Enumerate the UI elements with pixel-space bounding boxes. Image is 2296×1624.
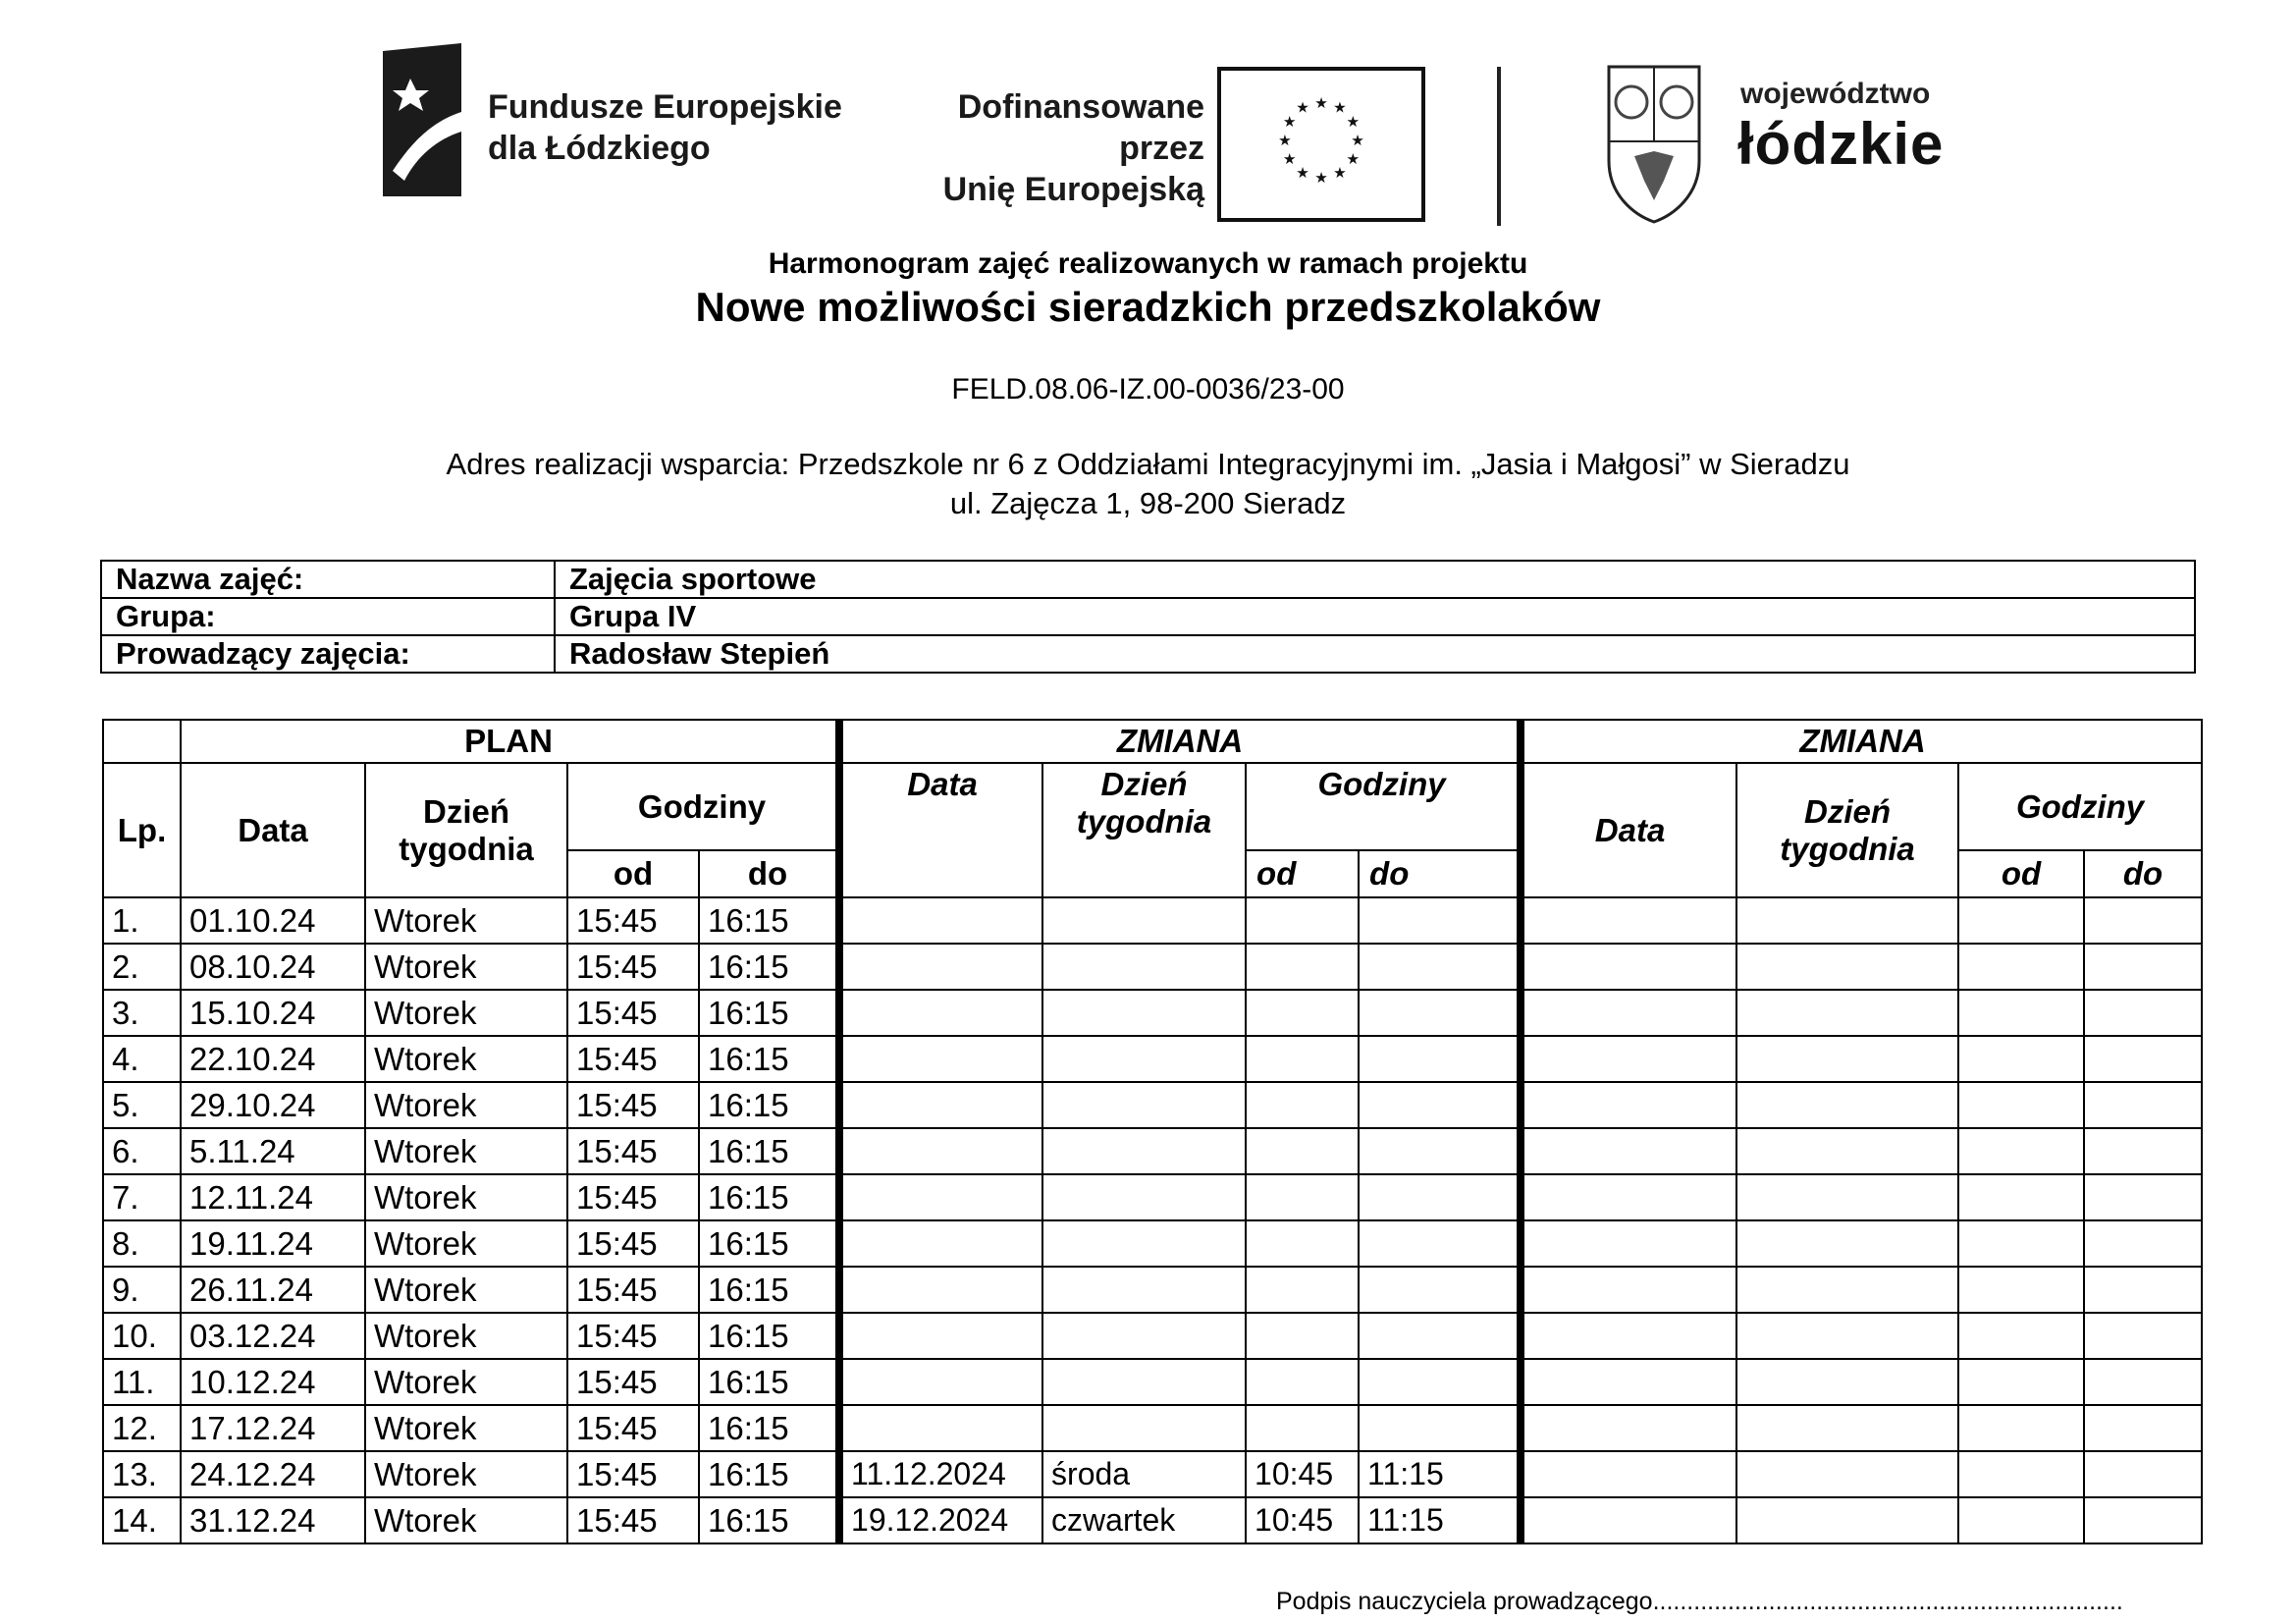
table-row	[103, 1313, 2202, 1359]
svg-text:★: ★	[1346, 112, 1361, 131]
table-row	[103, 1082, 2202, 1128]
info-row	[101, 635, 2195, 673]
row-zm2-day	[1736, 1128, 1958, 1174]
row-od: 15:45	[567, 944, 699, 990]
row-zm1-date	[839, 1267, 1042, 1313]
svg-text:★: ★	[1314, 93, 1328, 112]
row-zm2-od	[1958, 1497, 2084, 1543]
info-value: Zajęcia sportowe	[555, 561, 2195, 598]
table-row	[103, 1174, 2202, 1220]
header-zm2-data: Data	[1521, 763, 1736, 897]
row-zm2-day	[1736, 1267, 1958, 1313]
row-date: 19.11.24	[181, 1220, 365, 1267]
logo-bar	[383, 43, 1945, 208]
row-day: Wtorek	[365, 1174, 567, 1220]
row-do: 16:15	[699, 1128, 839, 1174]
row-zm1-day: środa	[1042, 1451, 1246, 1497]
row-zm1-od	[1246, 1174, 1359, 1220]
row-zm2-day	[1736, 1405, 1958, 1451]
ue-line1: Dofinansowane przez	[957, 88, 1204, 167]
row-zm1-do	[1359, 1220, 1521, 1267]
coat-of-arms-icon	[1605, 63, 1703, 224]
row-lp: 12.	[103, 1405, 181, 1451]
row-date: 01.10.24	[181, 897, 365, 944]
row-zm1-date	[839, 1128, 1042, 1174]
row-zm2-do	[2084, 1082, 2202, 1128]
project-code: FELD.08.06-IZ.00-0036/23-00	[951, 373, 1345, 406]
row-date: 10.12.24	[181, 1359, 365, 1405]
header-godziny: Godziny	[567, 763, 839, 850]
row-zm2-day	[1736, 1174, 1958, 1220]
row-zm2-do	[2084, 944, 2202, 990]
row-do: 16:15	[699, 1497, 839, 1543]
svg-text:★: ★	[1278, 131, 1292, 149]
svg-text:★: ★	[1346, 149, 1361, 168]
row-zm1-day	[1042, 1359, 1246, 1405]
row-od: 15:45	[567, 990, 699, 1036]
header-lp: Lp.	[103, 763, 181, 897]
row-zm1-od	[1246, 1082, 1359, 1128]
row-date: 03.12.24	[181, 1313, 365, 1359]
header-corner	[103, 720, 181, 763]
header-zm2-dzien: Dzień tygodnia	[1736, 763, 1958, 897]
row-zm1-day	[1042, 1174, 1246, 1220]
row-zm1-od	[1246, 1313, 1359, 1359]
row-day: Wtorek	[365, 990, 567, 1036]
schedule-body	[103, 897, 2202, 1543]
row-zm2-date	[1521, 1267, 1736, 1313]
info-value: Radosław Stepień	[555, 635, 2195, 673]
table-row	[103, 897, 2202, 944]
row-zm2-date	[1521, 1313, 1736, 1359]
svg-text:★: ★	[1282, 112, 1297, 131]
row-zm2-do	[2084, 1359, 2202, 1405]
row-zm2-od	[1958, 1405, 2084, 1451]
info-value: Grupa IV	[555, 598, 2195, 635]
table-row	[103, 1220, 2202, 1267]
row-lp: 5.	[103, 1082, 181, 1128]
header-zm1-godziny: Godziny	[1246, 763, 1521, 850]
row-zm1-od	[1246, 1220, 1359, 1267]
row-zm2-do	[2084, 1405, 2202, 1451]
svg-text:★: ★	[1314, 168, 1328, 187]
row-zm2-date	[1521, 1128, 1736, 1174]
svg-text:★: ★	[1296, 164, 1309, 183]
table-row	[103, 1267, 2202, 1313]
row-zm1-od: 10:45	[1246, 1497, 1359, 1543]
row-zm1-do	[1359, 1128, 1521, 1174]
svg-text:★: ★	[1296, 98, 1309, 117]
row-day: Wtorek	[365, 1313, 567, 1359]
row-zm1-od: 10:45	[1246, 1451, 1359, 1497]
row-day: Wtorek	[365, 1451, 567, 1497]
fe-line1: Fundusze Europejskie	[488, 88, 842, 126]
row-zm2-do	[2084, 1036, 2202, 1082]
row-od: 15:45	[567, 1174, 699, 1220]
row-zm2-date	[1521, 1174, 1736, 1220]
table-row	[103, 1497, 2202, 1543]
row-zm2-day	[1736, 990, 1958, 1036]
row-zm2-date	[1521, 897, 1736, 944]
info-table	[100, 560, 2196, 674]
row-zm1-do: 11:15	[1359, 1451, 1521, 1497]
table-row	[103, 944, 2202, 990]
row-zm2-do	[2084, 1174, 2202, 1220]
row-zm1-do	[1359, 944, 1521, 990]
row-zm1-od	[1246, 1267, 1359, 1313]
row-lp: 2.	[103, 944, 181, 990]
document-subtitle: Harmonogram zajęć realizowanych w ramach projektu	[768, 247, 1528, 280]
row-date: 12.11.24	[181, 1174, 365, 1220]
header-zm1-do: do	[1359, 850, 1521, 897]
row-day: Wtorek	[365, 897, 567, 944]
row-zm1-day	[1042, 897, 1246, 944]
row-zm1-date	[839, 1174, 1042, 1220]
row-od: 15:45	[567, 1220, 699, 1267]
row-zm2-date	[1521, 1220, 1736, 1267]
signature-line: Podpis nauczyciela prowadzącego.....................................................................	[1276, 1588, 2123, 1615]
row-zm1-day	[1042, 1128, 1246, 1174]
row-zm2-do	[2084, 1313, 2202, 1359]
row-zm2-day	[1736, 1451, 1958, 1497]
row-do: 16:15	[699, 1267, 839, 1313]
row-zm2-do	[2084, 1497, 2202, 1543]
header-zm1-dzien: Dzień tygodnia	[1042, 763, 1246, 897]
row-zm2-od	[1958, 1128, 2084, 1174]
ue-line2: Unię Europejską	[942, 171, 1204, 208]
row-do: 16:15	[699, 1220, 839, 1267]
row-zm2-od	[1958, 1174, 2084, 1220]
row-zm1-day	[1042, 990, 1246, 1036]
row-zm1-date	[839, 944, 1042, 990]
table-row	[103, 1036, 2202, 1082]
header-zmiana-2: ZMIANA	[1521, 720, 2202, 763]
row-do: 16:15	[699, 897, 839, 944]
row-lp: 1.	[103, 897, 181, 944]
row-zm2-date	[1521, 1359, 1736, 1405]
row-zm1-day	[1042, 1082, 1246, 1128]
row-zm1-do	[1359, 1405, 1521, 1451]
row-od: 15:45	[567, 897, 699, 944]
row-zm2-od	[1958, 1082, 2084, 1128]
logo-separator	[1497, 67, 1501, 226]
address-line1: Adres realizacji wsparcia: Przedszkole nr 6 z Oddziałami Integracyjnymi im. „Jasia i Małgosi” w Sieradzu	[446, 447, 1850, 481]
row-zm2-date	[1521, 990, 1736, 1036]
table-row	[103, 990, 2202, 1036]
row-zm1-day: czwartek	[1042, 1497, 1246, 1543]
row-zm2-day	[1736, 1036, 1958, 1082]
row-zm1-od	[1246, 1128, 1359, 1174]
row-day: Wtorek	[365, 1405, 567, 1451]
row-day: Wtorek	[365, 944, 567, 990]
row-date: 5.11.24	[181, 1128, 365, 1174]
header-plan: PLAN	[181, 720, 839, 763]
row-day: Wtorek	[365, 1359, 567, 1405]
table-row	[103, 1128, 2202, 1174]
row-od: 15:45	[567, 1267, 699, 1313]
row-zm2-do	[2084, 897, 2202, 944]
row-lp: 6.	[103, 1128, 181, 1174]
row-zm1-od	[1246, 1405, 1359, 1451]
row-zm2-day	[1736, 897, 1958, 944]
row-od: 15:45	[567, 1405, 699, 1451]
row-lp: 13.	[103, 1451, 181, 1497]
header-zm2-godziny: Godziny	[1958, 763, 2202, 850]
row-lp: 11.	[103, 1359, 181, 1405]
woj-label-small: województwo	[1740, 78, 1931, 110]
row-zm1-day	[1042, 944, 1246, 990]
table-row	[103, 1405, 2202, 1451]
row-zm2-day	[1736, 1359, 1958, 1405]
header-dzien: Dzień tygodnia	[365, 763, 567, 897]
row-lp: 14.	[103, 1497, 181, 1543]
row-zm2-od	[1958, 1359, 2084, 1405]
row-zm1-od	[1246, 897, 1359, 944]
row-zm1-date	[839, 1036, 1042, 1082]
row-zm2-do	[2084, 1267, 2202, 1313]
row-do: 16:15	[699, 1405, 839, 1451]
row-zm2-do	[2084, 1220, 2202, 1267]
row-od: 15:45	[567, 1497, 699, 1543]
row-zm1-date: 11.12.2024	[839, 1451, 1042, 1497]
header-data: Data	[181, 763, 365, 897]
svg-text:★: ★	[1333, 98, 1347, 117]
table-row	[103, 1451, 2202, 1497]
header-zm2-od: od	[1958, 850, 2084, 897]
row-zm1-do	[1359, 990, 1521, 1036]
eu-flag-icon	[1217, 67, 1425, 222]
row-zm1-do	[1359, 897, 1521, 944]
header-od: od	[567, 850, 699, 897]
svg-text:★: ★	[1282, 149, 1297, 168]
row-zm2-od	[1958, 1313, 2084, 1359]
row-zm2-od	[1958, 897, 2084, 944]
row-od: 15:45	[567, 1082, 699, 1128]
row-zm1-date	[839, 990, 1042, 1036]
row-zm1-date	[839, 1082, 1042, 1128]
fe-line2: dla Łódzkiego	[488, 130, 711, 167]
row-zm2-od	[1958, 990, 2084, 1036]
row-zm1-date	[839, 1313, 1042, 1359]
row-zm2-date	[1521, 1451, 1736, 1497]
row-zm2-day	[1736, 1497, 1958, 1543]
row-zm2-do	[2084, 1451, 2202, 1497]
row-od: 15:45	[567, 1036, 699, 1082]
row-zm2-date	[1521, 1082, 1736, 1128]
row-zm1-date	[839, 1359, 1042, 1405]
row-zm1-od	[1246, 1359, 1359, 1405]
header-zm1-od: od	[1246, 850, 1359, 897]
row-zm2-day	[1736, 1220, 1958, 1267]
row-od: 15:45	[567, 1313, 699, 1359]
row-day: Wtorek	[365, 1220, 567, 1267]
row-zm2-od	[1958, 1451, 2084, 1497]
row-do: 16:15	[699, 1359, 839, 1405]
row-date: 15.10.24	[181, 990, 365, 1036]
info-label: Prowadzący zajęcia:	[101, 635, 555, 673]
row-zm2-date	[1521, 944, 1736, 990]
row-zm2-od	[1958, 1220, 2084, 1267]
row-lp: 10.	[103, 1313, 181, 1359]
header-zm1-data: Data	[839, 763, 1042, 897]
row-zm2-date	[1521, 1497, 1736, 1543]
row-zm1-do	[1359, 1082, 1521, 1128]
row-lp: 3.	[103, 990, 181, 1036]
woj-label-big: łódzkie	[1737, 111, 1945, 177]
row-date: 31.12.24	[181, 1497, 365, 1543]
row-date: 22.10.24	[181, 1036, 365, 1082]
row-lp: 7.	[103, 1174, 181, 1220]
row-do: 16:15	[699, 1036, 839, 1082]
row-zm1-do	[1359, 1174, 1521, 1220]
row-od: 15:45	[567, 1451, 699, 1497]
svg-text:★: ★	[1333, 164, 1347, 183]
row-zm2-do	[2084, 990, 2202, 1036]
row-day: Wtorek	[365, 1128, 567, 1174]
row-date: 17.12.24	[181, 1405, 365, 1451]
fe-logo-text	[488, 86, 842, 169]
info-label: Grupa:	[101, 598, 555, 635]
svg-text:★: ★	[1351, 131, 1364, 149]
row-zm2-od	[1958, 944, 2084, 990]
row-do: 16:15	[699, 990, 839, 1036]
row-zm2-day	[1736, 1313, 1958, 1359]
header-do: do	[699, 850, 839, 897]
row-lp: 9.	[103, 1267, 181, 1313]
row-zm2-date	[1521, 1405, 1736, 1451]
table-row	[103, 1359, 2202, 1405]
row-zm1-day	[1042, 1313, 1246, 1359]
row-date: 08.10.24	[181, 944, 365, 990]
row-do: 16:15	[699, 1451, 839, 1497]
row-date: 29.10.24	[181, 1082, 365, 1128]
row-zm2-day	[1736, 944, 1958, 990]
row-do: 16:15	[699, 1082, 839, 1128]
row-zm1-day	[1042, 1220, 1246, 1267]
row-lp: 4.	[103, 1036, 181, 1082]
row-zm1-do	[1359, 1313, 1521, 1359]
info-label: Nazwa zajęć:	[101, 561, 555, 598]
ue-funding-text	[879, 86, 1204, 210]
row-zm1-date	[839, 1405, 1042, 1451]
row-zm2-od	[1958, 1267, 2084, 1313]
row-zm1-od	[1246, 944, 1359, 990]
fundusze-europejskie-logo-icon	[383, 43, 461, 196]
row-zm1-date	[839, 1220, 1042, 1267]
row-zm1-day	[1042, 1405, 1246, 1451]
row-zm1-do	[1359, 1036, 1521, 1082]
document-title: Nowe możliwości sieradzkich przedszkolaków	[695, 284, 1601, 330]
row-day: Wtorek	[365, 1082, 567, 1128]
row-day: Wtorek	[365, 1267, 567, 1313]
header-zm2-do: do	[2084, 850, 2202, 897]
row-zm1-do	[1359, 1267, 1521, 1313]
row-do: 16:15	[699, 944, 839, 990]
address-line2: ul. Zajęcza 1, 98-200 Sieradz	[949, 486, 1347, 520]
row-date: 26.11.24	[181, 1267, 365, 1313]
header-zmiana-1: ZMIANA	[839, 720, 1521, 763]
row-zm1-day	[1042, 1036, 1246, 1082]
row-date: 24.12.24	[181, 1451, 365, 1497]
row-od: 15:45	[567, 1359, 699, 1405]
row-zm1-date: 19.12.2024	[839, 1497, 1042, 1543]
schedule-table	[102, 719, 2203, 1544]
row-day: Wtorek	[365, 1497, 567, 1543]
row-do: 16:15	[699, 1313, 839, 1359]
row-zm1-od	[1246, 1036, 1359, 1082]
row-day: Wtorek	[365, 1036, 567, 1082]
row-do: 16:15	[699, 1174, 839, 1220]
row-zm1-day	[1042, 1267, 1246, 1313]
row-zm1-date	[839, 897, 1042, 944]
row-zm2-od	[1958, 1036, 2084, 1082]
row-lp: 8.	[103, 1220, 181, 1267]
row-zm2-date	[1521, 1036, 1736, 1082]
row-zm1-od	[1246, 990, 1359, 1036]
row-zm2-do	[2084, 1128, 2202, 1174]
row-zm1-do	[1359, 1359, 1521, 1405]
row-zm1-do: 11:15	[1359, 1497, 1521, 1543]
info-row	[101, 561, 2195, 598]
row-zm2-day	[1736, 1082, 1958, 1128]
info-row	[101, 598, 2195, 635]
row-od: 15:45	[567, 1128, 699, 1174]
